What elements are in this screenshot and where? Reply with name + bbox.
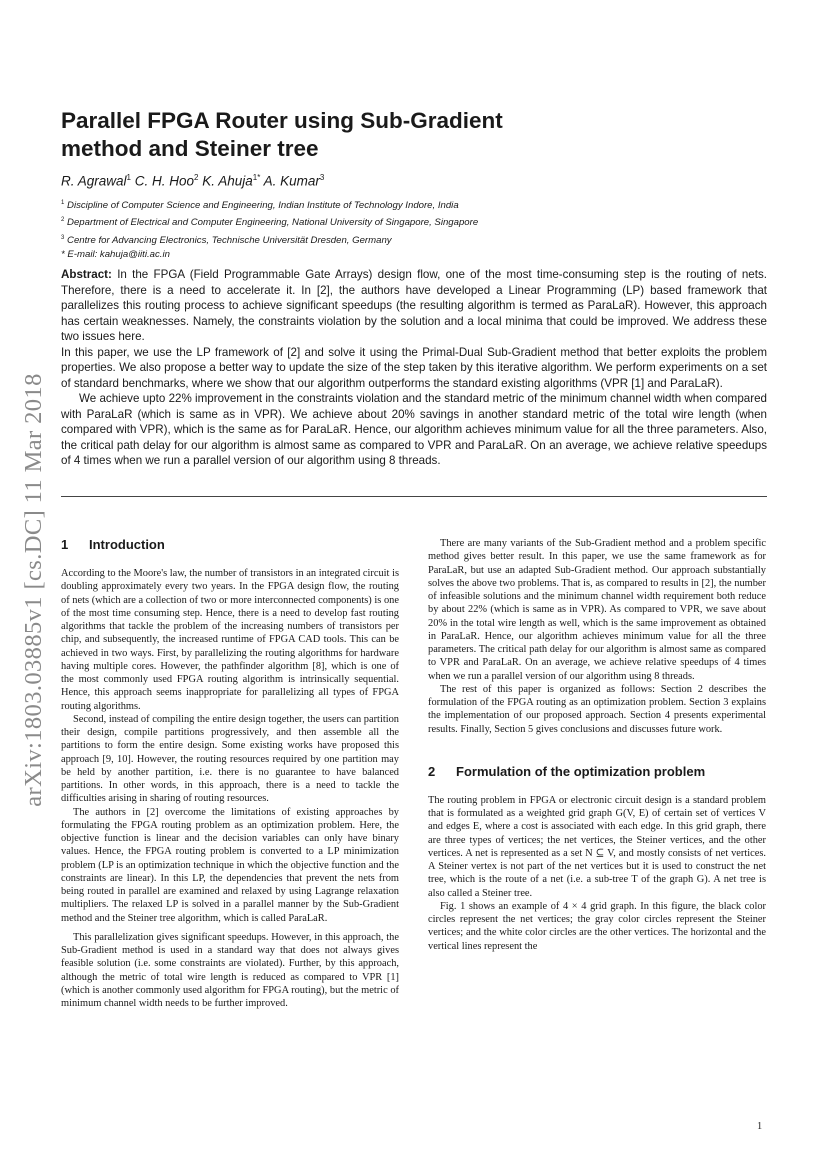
author-name: A. Kumar	[263, 173, 320, 189]
affiliations	[61, 196, 478, 262]
affiliation: $^2$ Department of Electrical and Computer Engineering, National University of Singapore, Singapore	[61, 217, 479, 229]
body-paragraph: Fig. 1 shows an example of 4 × 4 grid graph. In this figure, the black color circles represent the net vertices; the gray color circles represent the Steiner vertices; and the white color circles are the other vertices. The horizontal and the vertical lines represent the	[428, 900, 766, 952]
abstract	[61, 267, 767, 469]
abstract-divider	[61, 496, 767, 497]
body-paragraph: Second, instead of compiling the entire design together, the users can partition their design, compile partitions progressively, and then assemble all the partitions to form the entire design. Some existing works have proposed this approach [9, 10]. However, the routing resources required by one partition may be held by another partition, i.e. there is no guarantee to have balanced partitions. In other words, in this approach, there is a need to tackle the difficulties arising in sharing of routing resources.	[61, 713, 399, 805]
arxiv-stamp	[14, 330, 54, 850]
affiliation: $^1$ Discipline of Computer Science and Engineering, Indian Institute of Technology Indore, India	[61, 200, 459, 212]
author-affil-mark: 2	[194, 173, 199, 182]
title-line-2: method and Steiner tree	[61, 136, 319, 161]
arxiv-stamp-text: arXiv:1803.03885v1 [cs.DC] 11 Mar 2018	[20, 373, 47, 807]
abstract-paragraph: In this paper, we use the LP framework of [2] and solve it using the Primal-Dual Sub-Gradient method that better exploits the problem properties. We also propose a better way to update the size of the step taken by this iterative algorithm. We perform experiments on a set of standard benchmarks, where we show that our algorithm outperforms the standard existing algorithms (VPR [1] and ParaLaR).	[61, 345, 767, 390]
section-title: Formulation of the optimization problem	[456, 763, 706, 779]
author-name: C. H. Hoo	[134, 173, 195, 189]
body-paragraph: The rest of this paper is organized as follows: Section 2 describes the formulation of the FPGA routing as an optimization problem. Section 3 explains the implementation of our proposed approach. Section 4 presents experimental results. Finally, Section 5 gives conclusions and discusses future work.	[428, 683, 766, 735]
right-column	[428, 537, 766, 953]
author-name: K. Ahuja	[202, 173, 253, 189]
affiliation: $^3$ Centre for Advancing Electronics, Technische Universität Dresden, Germany	[61, 234, 392, 246]
author-affil-mark: 3	[319, 173, 325, 182]
corresponding-email: * E-mail: kahuja@iiti.ac.in	[61, 249, 170, 261]
author-affil-mark: 1	[126, 173, 131, 182]
paper-title	[61, 107, 621, 163]
page-number: 1	[757, 1121, 763, 1132]
section-title: Introduction	[89, 537, 165, 552]
left-column	[61, 537, 399, 1010]
body-paragraph: The routing problem in FPGA or electronic circuit design is a standard problem that is formulated as a weighted grid graph G(V, E) of certain set of vertices V and edges E, where a cost is associated with each edge. In this grid graph, there are three types of vertices; the net vertices, the Steiner vertices, and the other vertices. A net is represented as a set N ⊆ V, and mostly consists of net vertices. A Steiner vertex is not part of the net vertices but it is used to construct the net tree, which is the route of a net (i.e. a sub-tree T of the graph G). A net tree is also called a Steiner tree.	[428, 794, 766, 899]
author-list	[61, 173, 324, 189]
section-number: 1	[61, 537, 69, 552]
section-heading	[428, 764, 766, 780]
author-name: R. Agrawal	[61, 173, 127, 189]
body-paragraph: According to the Moore's law, the number of transistors in an integrated circuit is doubling approximately every two years. In the FPGA design flow, the routing of nets (which are a collection of two or more interconnected components) is one of the most time consuming step. Hence, there is a need to develop fast routing algorithms that tackle the problem of the increasing numbers of transistors per chip, and subsequently, the increased runtime of FPGA CAD tools. This can be achieved in two ways. First, by parallelizing the routing algorithms for hardware having multiple cores. However, the pathfinder algorithm [8], which is one of the most commonly used FPGA routing algorithm is intrinsically sequential. Hence, this approach seems inappropriate for parallelizing all types of FPGA routing algorithms.	[61, 568, 399, 712]
body-paragraph: There are many variants of the Sub-Gradient method and a problem specific method gives better result. In this paper, we use the same framework as for ParaLaR, but use an adapted Sub-Gradient method. Our approach substantially solves the above two problems. That is, as compared to results in [2], the number of infeasible solutions and the minimum channel width requirement both reduce by about 22% (which is same as in VPR). As compared to VPR, we save about 20% in the total wire length as well, which is the same improvement as obtained in ParaLaR. Hence, our algorithm achieves minimum value for all the three parameters. The critical path delay for our algorithm is almost same as compared to VPR and ParaLaR. On an average, we achieve relative speedups of 4 times when we run a parallel version of our algorithm using 8 threads.	[428, 538, 766, 682]
abstract-label: Abstract:	[61, 268, 112, 281]
abstract-paragraph: We achieve upto 22% improvement in the constraints violation and the standard metric of the minimum channel width when compared with ParaLaR (which is same as in VPR). We achieve about 20% savings in another standard metric of the total wire length (when compared with VPR), which is the same as for ParaLaR. Hence, our algorithm achieves minimum value for all the three parameters. Also, the critical path delay for our algorithm is almost same as compared to VPR and ParaLaR. On an average, we achieve relative speedups of 4 times when we run a parallel version of our algorithm using 8 threads.	[61, 392, 767, 467]
section-number: 2	[428, 763, 436, 779]
body-paragraph: The authors in [2] overcome the limitations of existing approaches by formulating the FPGA routing problem as an optimization problem. Here, the objective function is linear and the decision variables can only have binary values. Hence, the FPGA routing problem is converted to a LP minimization problem (LP is an optimization technique in which the objective function and the constraints are linear). In this LP, the dependencies that prevent the nets from being routed in parallel are examined and relaxed by using Lagrange relaxation multipliers. The relaxed LP is solved in a parallel manner by the Sub-Gradient method and the Steiner tree algorithm, which is called ParaLaR.	[61, 806, 399, 924]
abstract-paragraph: Abstract: In the FPGA (Field Programmable Gate Arrays) design flow, one of the most time-consuming step is the routing of nets. Therefore, there is a need to accelerate it. In [2], the authors have developed a Linear Programming (LP) based framework that parallelizes this routing process to achieve significant speedups (the resulting algorithm is termed as ParaLaR). However, this approach has certain weaknesses. Namely, the constraints violation by the solution and a local minima that could be improved. We address these two issues here.	[61, 268, 767, 343]
title-line-1: Parallel FPGA Router using Sub-Gradient	[61, 108, 503, 133]
body-paragraph: This parallelization gives significant speedups. However, in this approach, the Sub-Gradient method is used in a standard way that does not always gives feasible solution (i.e. some constraints are violated). Further, by this approach, although the metric of total wire length is reduced as compared to VPR [1] (which is another commonly used algorithm for FPGA routing), but the metric of minimum channel width needs to be further improved.	[61, 931, 399, 1009]
section-heading	[61, 537, 399, 553]
author-affil-mark: 1*	[252, 173, 261, 182]
